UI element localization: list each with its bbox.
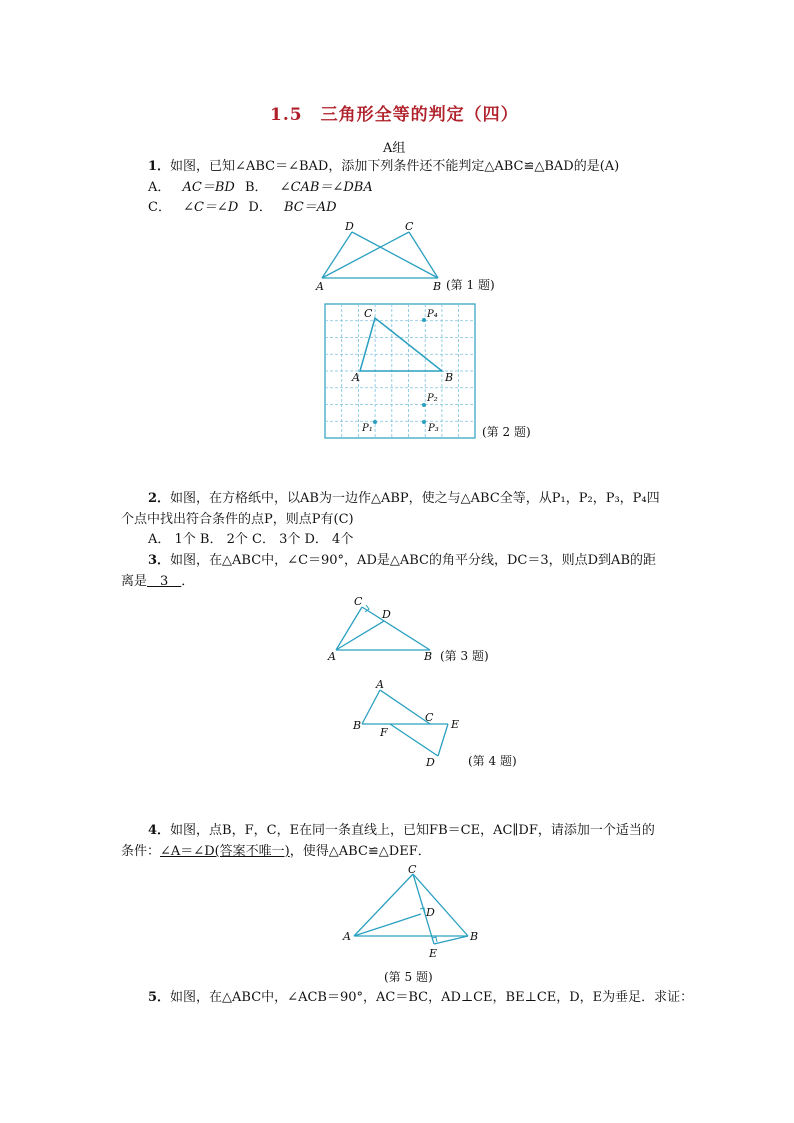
fig4-caption: (第 4 题): [468, 754, 517, 768]
q3-text-pre: 离是: [121, 574, 148, 589]
fig5-label-d: D: [426, 906, 435, 919]
fig2-caption: (第 2 题): [482, 425, 531, 439]
fig5-segment-eb: [434, 936, 468, 944]
fig4-segment-ac: [380, 690, 430, 724]
fig3-label-b: B: [424, 650, 433, 663]
fig3-caption: (第 3 题): [440, 649, 489, 663]
q1-options-row2: [148, 199, 337, 217]
fig5-label-a: A: [343, 930, 351, 943]
fig1-segment-ad: [322, 232, 352, 278]
fig3-segment-ac: [336, 607, 362, 650]
fig5-label-e: E: [429, 947, 438, 960]
fig1-label-c: C: [405, 220, 414, 233]
q1-options-row1: [148, 179, 373, 197]
fig5-caption: (第 5 题): [384, 970, 433, 984]
fig3-label-a: A: [328, 650, 336, 663]
q4-stem-line2: [121, 843, 431, 861]
q2-stem-line2: 个点中找出符合条件的点P，则点P有(C): [121, 512, 354, 527]
fig2-label-p3: P₃: [428, 423, 439, 434]
q3-answer: 3: [147, 574, 182, 589]
fig3-segment-ad: [336, 621, 384, 650]
q2-text-line1: 如图，在方格纸中，以AB为一边作△ABP，使之与△ABC全等，从P₁，P₂，P₃，P₄四: [170, 491, 660, 506]
fig4-label-b: B: [353, 719, 362, 732]
fig1-caption: (第 1 题): [446, 278, 495, 292]
q1-opt-a-label: A．: [148, 180, 171, 195]
q1-opt-d-label: D．: [248, 200, 272, 215]
fig5-segment-cb: [413, 874, 468, 936]
q4-text-pre: 条件：: [121, 844, 161, 859]
fig4-label-e: E: [451, 718, 460, 731]
group-label: A组: [383, 141, 406, 156]
q2-options: A． 1个 B． 2个 C． 3个 D． 4个: [148, 532, 354, 547]
q5-number: 5．: [148, 990, 171, 1005]
q3-stem-line1: [148, 552, 656, 570]
q4-answer: ∠A＝∠D(答案不唯一): [160, 844, 290, 859]
fig2-label-a: A: [352, 371, 360, 384]
q1-number: 1．: [148, 159, 171, 174]
q5-text: 如图，在△ABC中，∠ACB＝90°，AC＝BC，AD⊥CE，BE⊥CE，D，E为垂足．求证：: [170, 990, 694, 1005]
fig4-label-a: A: [376, 678, 384, 691]
fig2-label-p2: P₂: [427, 393, 438, 404]
fig1-label-a: A: [316, 280, 324, 293]
page-title: 1.5 三角形全等的判定（四）: [270, 105, 519, 125]
q2-stem-line1: [148, 490, 660, 508]
figure-5: [340, 864, 490, 964]
q3-text-post: ．: [181, 574, 195, 589]
fig3-label-c: C: [354, 595, 363, 608]
q3-text-line1: 如图，在△ABC中，∠C＝90°，AD是△ABC的角平分线，DC＝3，则点D到AB的距: [170, 553, 656, 568]
q4-stem-line1: [148, 822, 655, 840]
fig2-label-p1: P₁: [362, 423, 373, 434]
fig2-point-p2: [422, 403, 426, 407]
fig2-label-c: C: [364, 307, 373, 320]
q1-opt-b: ∠CAB＝∠DBA: [279, 180, 373, 195]
q1-stem: [148, 158, 619, 176]
q1-text: 如图，已知∠ABC＝∠BAD，添加下列条件还不能判定△ABC≌△BAD的是(A): [170, 159, 620, 174]
fig2-label-b: B: [445, 371, 454, 384]
figure-1: [312, 218, 512, 296]
fig4-label-d: D: [426, 756, 435, 769]
q1-opt-a: AC＝BD: [182, 180, 235, 195]
fig2-point-p1: [373, 420, 377, 424]
fig4-segment-ed: [438, 724, 448, 756]
q4-text-line1: 如图，点B，F，C，E在同一条直线上，已知FB＝CE，AC∥DF，请添加一个适当的: [170, 823, 655, 838]
fig5-label-b: B: [470, 930, 479, 943]
q1-opt-c-label: C．: [148, 200, 171, 215]
fig2-point-p3: [422, 420, 426, 424]
fig5-label-c: C: [408, 864, 417, 876]
fig1-segment-cb: [409, 232, 438, 278]
q4-number: 4．: [148, 823, 171, 838]
q1-opt-c: ∠C＝∠D: [183, 200, 239, 215]
fig1-label-b: B: [433, 280, 442, 293]
fig2-triangle-abc: [360, 318, 442, 371]
q2-number: 2．: [148, 491, 171, 506]
fig2-label-p4: P₄: [427, 309, 438, 320]
q5-stem: [148, 989, 693, 1007]
fig2-point-p4: [422, 318, 426, 322]
fig4-label-c: C: [425, 711, 434, 724]
fig4-label-f: F: [380, 726, 388, 739]
fig3-label-d: D: [382, 608, 391, 621]
fig4-segment-fd: [390, 724, 438, 756]
q4-text-post: ，使得△ABC≌△DEF．: [289, 844, 431, 859]
q1-opt-d: BC＝AD: [283, 200, 337, 215]
figure-2: [322, 301, 552, 443]
fig4-segment-ab: [362, 690, 380, 724]
figure-4: [350, 678, 530, 774]
q3-stem-line2: [121, 573, 194, 591]
q3-number: 3．: [148, 553, 171, 568]
figure-3: [324, 594, 514, 666]
fig1-label-d: D: [345, 220, 354, 233]
q1-opt-b-label: B．: [244, 180, 268, 195]
